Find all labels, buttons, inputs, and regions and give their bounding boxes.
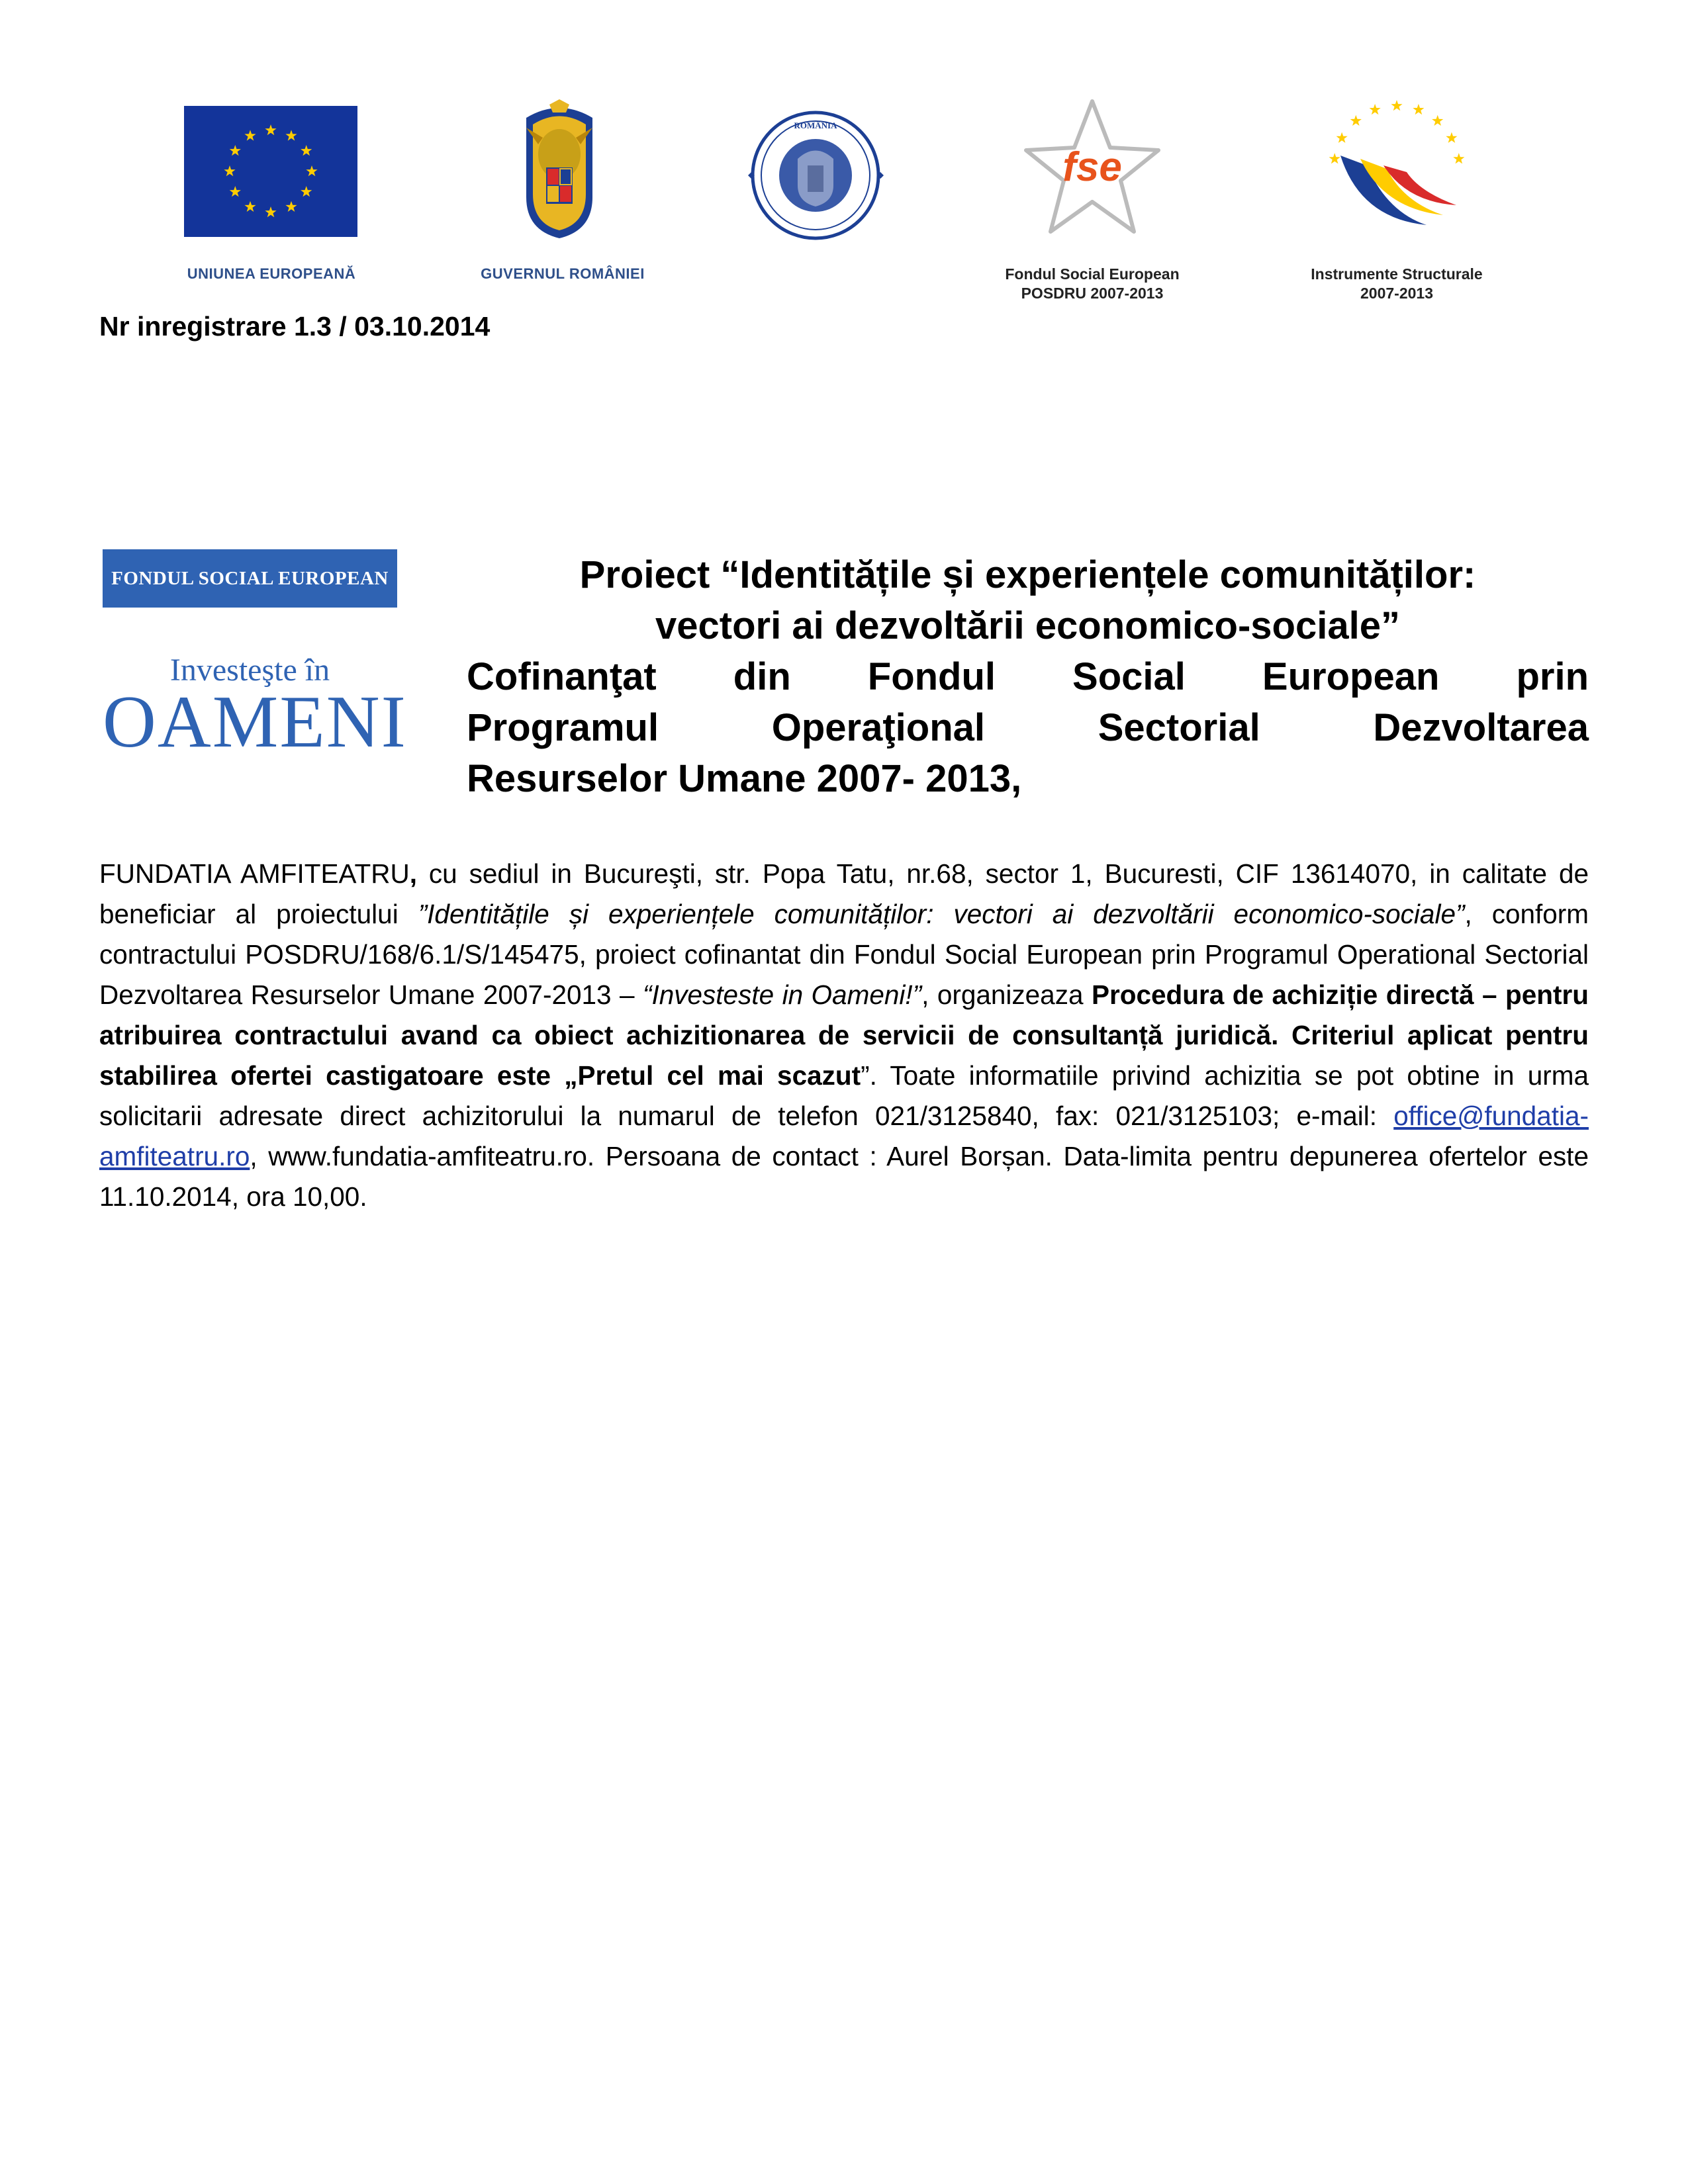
fse-caption-line2: POSDRU 2007-2013 (1021, 284, 1164, 302)
is-star (1329, 153, 1340, 163)
is-caption-line2: 2007-2013 (1360, 284, 1433, 302)
fse-mark-text: fse (1062, 144, 1122, 190)
is-star (1391, 100, 1402, 111)
is-star (1336, 132, 1348, 143)
eu-star (244, 201, 256, 212)
eu-star (265, 206, 276, 217)
org-name: FUNDATIA AMFITEATRU (99, 858, 410, 889)
fse-side-bar: FONDUL SOCIAL EUROPEAN (103, 549, 397, 608)
email-link[interactable]: office@fundatia-amfiteatru.ro (99, 1101, 1589, 1171)
fse-caption (953, 265, 1231, 303)
eu-star (306, 165, 317, 176)
is-caption (1254, 265, 1539, 303)
eu-flag-logo (184, 106, 357, 237)
eu-star (265, 124, 276, 135)
romanian-coat-of-arms-logo (513, 98, 606, 240)
ministry-seal-logo (745, 106, 887, 245)
is-star (1432, 115, 1443, 126)
oameni-text: OAMENI (103, 681, 407, 763)
body-text-2: , conform contractului POSDRU/168/6.1/S/145475, proiect cofinantat din Fondul Social European prin Programul Operational Sectorial Dezvoltarea Resurselor Umane 2007-2013 – (99, 899, 1589, 1010)
heading-line-3: Cofinanţat din Fondul Social European prin (467, 655, 1589, 698)
svg-text:ROMÂNIA: ROMÂNIA (794, 120, 837, 130)
eu-star (230, 186, 241, 197)
is-star (1350, 115, 1362, 126)
fse-caption-line1: Fondul Social European (1005, 265, 1180, 283)
registration-number: Nr inregistrare 1.3 / 03.10.2014 (99, 311, 491, 341)
heading-line-1: Proiect “Identitățile și experiențele comunităților: (579, 553, 1476, 596)
eu-star (230, 145, 241, 156)
eu-star (301, 145, 312, 156)
fse-star-logo (1023, 96, 1162, 238)
instrumente-structurale-logo (1321, 93, 1473, 245)
eu-star (285, 201, 297, 212)
heading-line-2: vectori ai dezvoltării economico-sociale” (655, 604, 1400, 647)
gov-caption: GUVERNUL ROMÂNIEI (481, 265, 645, 282)
is-star (1370, 104, 1381, 114)
investeste-text: Investeşte în (169, 653, 330, 688)
eu-stars (184, 106, 357, 237)
is-star (1413, 104, 1424, 114)
heading-line-5: Resurselor Umane 2007- 2013, (467, 757, 1022, 800)
slogan: “Investeste in Oameni!” (643, 979, 922, 1010)
body-text-3: , organizeaza (921, 979, 1092, 1010)
heading-line-4: Programul Operaţional Sectorial Dezvoltarea (467, 706, 1589, 749)
eu-star (224, 165, 235, 176)
eu-caption: UNIUNEA EUROPEANĂ (187, 265, 356, 282)
eu-star (301, 186, 312, 197)
is-caption-line1: Instrumente Structurale (1311, 265, 1483, 283)
body-text-4: ”. Toate informatiile privind achizitia se pot obtine in urma solicitarii adresate direct achizitorului la numarul de telefon 021/3125840, fax: 021/3125103; e-mail: (99, 1060, 1589, 1131)
is-star (1446, 132, 1457, 143)
is-star (1453, 153, 1464, 163)
eu-star (244, 130, 256, 140)
org-comma: , (409, 858, 417, 889)
announcement-paragraph (99, 854, 1589, 1217)
project-title: ”Identitățile și experiențele comunităților: vectori ai dezvoltării economico-sociale” (418, 899, 1465, 929)
eu-star (285, 130, 297, 140)
procedure-text: Procedura de achiziție directă – pentru atribuirea contractului avand ca obiect achizitionarea de servicii de consultanță juridică. Criteriul aplicat pentru stabilirea ofertei castigatoare este „Pretul cel mai scazut (99, 979, 1589, 1091)
body-text-1: cu sediul in Bucureşti, str. Popa Tatu, nr.68, sector 1, Bucuresti, CIF 13614070, in calitate de beneficiar al proiectului (99, 858, 1589, 929)
body-text-5: , www.fundatia-amfiteatru.ro. Persoana de contact : Aurel Borșan. Data-limita pentru depunerea ofertelor este 11.10.2014, ora 10,00. (99, 1141, 1589, 1212)
